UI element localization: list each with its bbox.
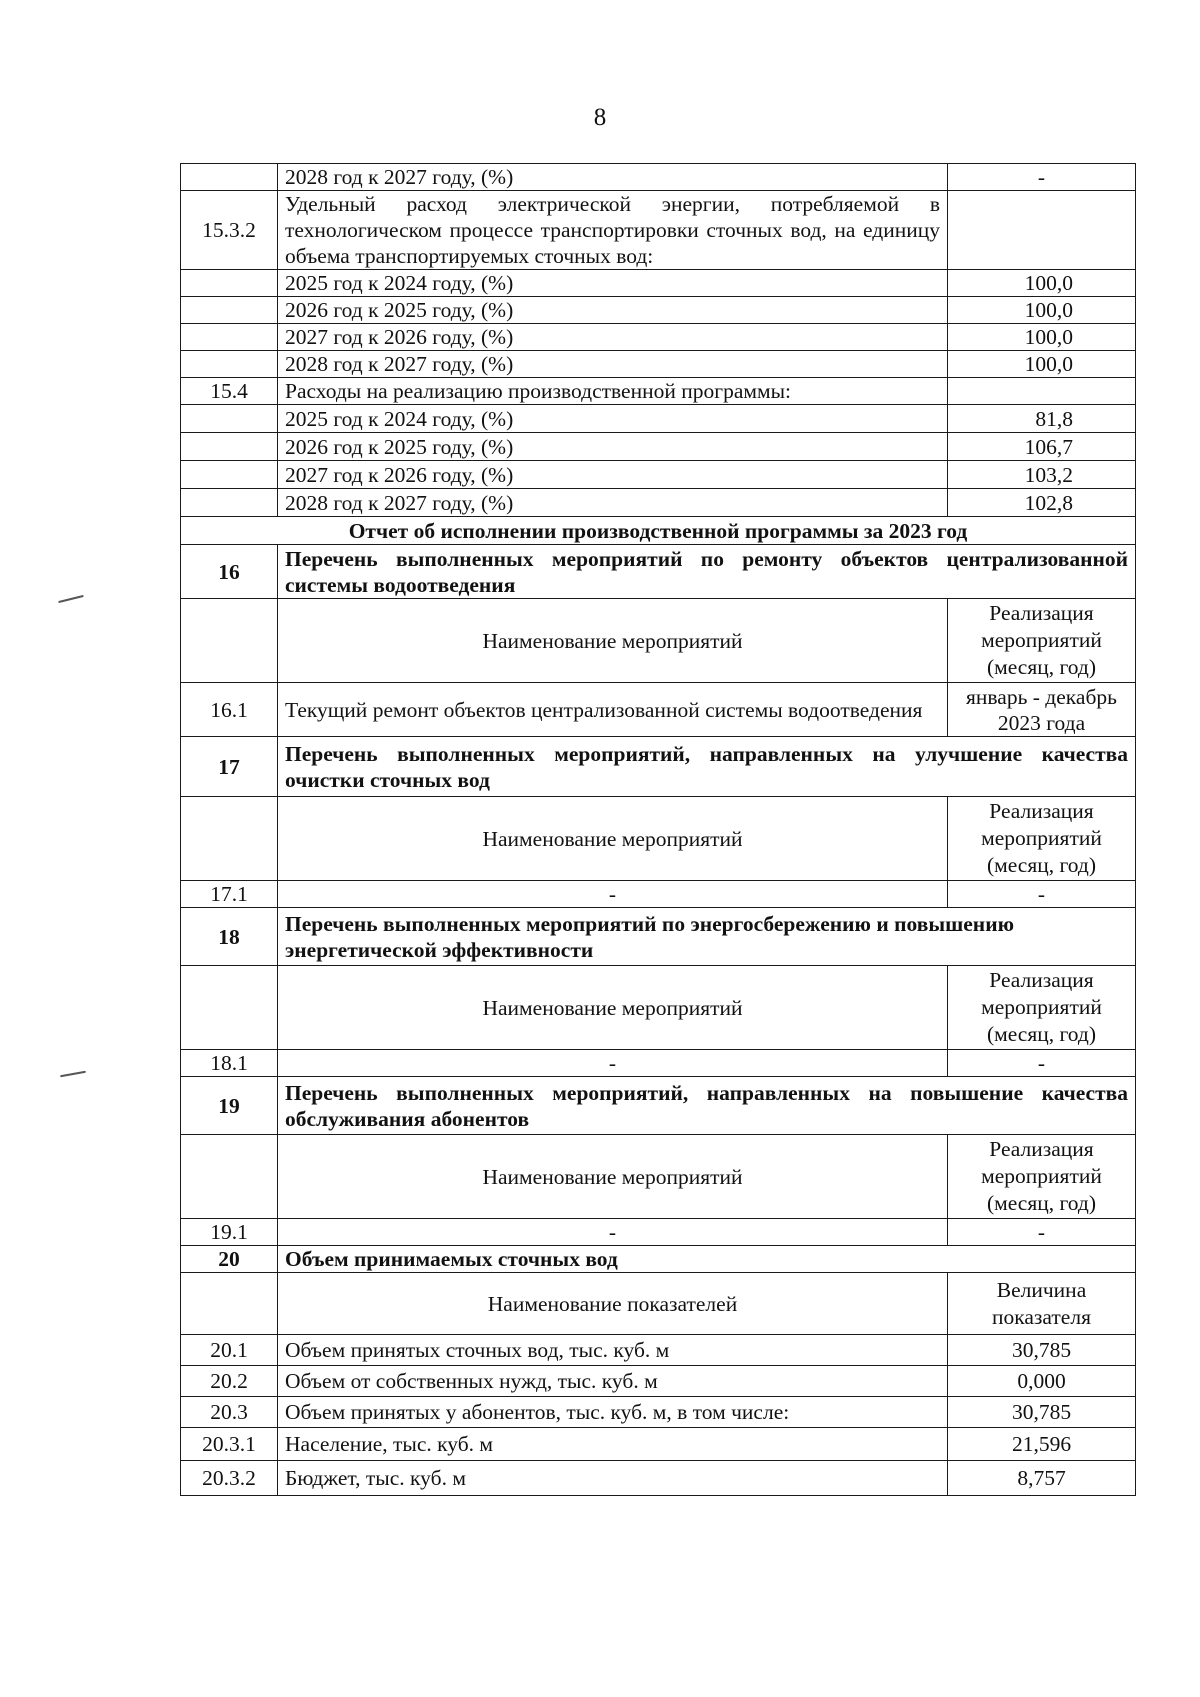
- row-label: -: [278, 881, 948, 908]
- table-row: [181, 683, 1136, 737]
- section-title: Перечень выполненных мероприятий, направленных на повышение качества обслуживания абонентов: [278, 1077, 1136, 1135]
- scan-mark: [58, 595, 84, 603]
- row-value: 30,785: [948, 1335, 1136, 1366]
- column-header-row: [181, 797, 1136, 881]
- column-header-implementation: Реализация мероприятий (месяц, год): [948, 797, 1136, 881]
- row-value: -: [948, 1219, 1136, 1246]
- table-row: [181, 1461, 1136, 1496]
- row-number: 17.1: [181, 881, 278, 908]
- section-title: Перечень выполненных мероприятий по энергосбережению и повышению энергетической эффективности: [278, 908, 1136, 966]
- table-row: [181, 1366, 1136, 1397]
- row-number: 20.1: [181, 1335, 278, 1366]
- row-number: 15.4: [181, 378, 278, 405]
- table-row: [181, 489, 1136, 517]
- table-row: [181, 351, 1136, 378]
- row-label: 2028 год к 2027 году, (%): [278, 351, 948, 378]
- row-label: -: [278, 1219, 948, 1246]
- row-label: 2025 год к 2024 году, (%): [278, 405, 948, 433]
- row-value: 100,0: [948, 297, 1136, 324]
- row-label: Объем принятых у абонентов, тыс. куб. м, в том числе:: [278, 1397, 948, 1428]
- section-number: 20: [181, 1246, 278, 1273]
- row-label: 2028 год к 2027 году, (%): [278, 164, 948, 191]
- scan-mark: [60, 1071, 86, 1077]
- row-label: 2026 год к 2025 году, (%): [278, 433, 948, 461]
- row-label: Текущий ремонт объектов централизованной системы водоотведения: [278, 683, 948, 737]
- program-table: [180, 163, 1136, 1496]
- row-value: январь - декабрь 2023 года: [948, 683, 1136, 737]
- row-number: [181, 164, 278, 191]
- row-label: Население, тыс. куб. м: [278, 1428, 948, 1461]
- column-header-row: [181, 1135, 1136, 1219]
- row-value: 100,0: [948, 351, 1136, 378]
- table-row: [181, 324, 1136, 351]
- section-number: 19: [181, 1077, 278, 1135]
- table-row: [181, 270, 1136, 297]
- table-row: [181, 164, 1136, 191]
- row-number: 20.3.1: [181, 1428, 278, 1461]
- column-header-implementation: Реализация мероприятий (месяц, год): [948, 966, 1136, 1050]
- section-title: Объем принимаемых сточных вод: [278, 1246, 1136, 1273]
- row-value: 102,8: [948, 489, 1136, 517]
- column-header-name: Наименование мероприятий: [278, 1135, 948, 1219]
- row-value: 100,0: [948, 324, 1136, 351]
- row-label: Расходы на реализацию производственной программы:: [278, 378, 948, 405]
- row-number: 18.1: [181, 1050, 278, 1077]
- column-header-name: Наименование мероприятий: [278, 797, 948, 881]
- row-label: Бюджет, тыс. куб. м: [278, 1461, 948, 1496]
- table-row: [181, 1050, 1136, 1077]
- section-header-row: [181, 908, 1136, 966]
- column-header-implementation: Реализация мероприятий (месяц, год): [948, 599, 1136, 683]
- row-number: 20.3: [181, 1397, 278, 1428]
- page-number: 8: [593, 104, 607, 131]
- row-number: 20.2: [181, 1366, 278, 1397]
- row-label: Удельный расход электрической энергии, потребляемой в технологическом процессе транспортировки сточных вод, на единицу объема транспортируемых сточных вод:: [278, 191, 948, 270]
- column-header-row: [181, 599, 1136, 683]
- row-number: 19.1: [181, 1219, 278, 1246]
- column-header-row: [181, 1273, 1136, 1335]
- table-row: [181, 1397, 1136, 1428]
- column-header-value: Величина показателя: [948, 1273, 1136, 1335]
- table-row: [181, 297, 1136, 324]
- table-row: [181, 378, 1136, 405]
- row-value: 100,0: [948, 270, 1136, 297]
- table-row: [181, 461, 1136, 489]
- column-header-implementation: Реализация мероприятий (месяц, год): [948, 1135, 1136, 1219]
- table-row: [181, 881, 1136, 908]
- row-value: -: [948, 881, 1136, 908]
- row-number: 15.3.2: [181, 191, 278, 270]
- row-label: 2026 год к 2025 году, (%): [278, 297, 948, 324]
- row-value: 81,8: [948, 405, 1136, 433]
- row-value: 21,596: [948, 1428, 1136, 1461]
- row-value: 0,000: [948, 1366, 1136, 1397]
- table-row: [181, 1219, 1136, 1246]
- row-value: 103,2: [948, 461, 1136, 489]
- row-number: 20.3.2: [181, 1461, 278, 1496]
- row-label: 2028 год к 2027 году, (%): [278, 489, 948, 517]
- table-row: [181, 433, 1136, 461]
- section-number: 18: [181, 908, 278, 966]
- section-title: Перечень выполненных мероприятий, направленных на улучшение качества очистки сточных вод: [278, 737, 1136, 797]
- column-header-name: Наименование мероприятий: [278, 966, 948, 1050]
- row-label: Объем от собственных нужд, тыс. куб. м: [278, 1366, 948, 1397]
- column-header-name: Наименование мероприятий: [278, 599, 948, 683]
- section-header-row: [181, 1246, 1136, 1273]
- section-number: 16: [181, 545, 278, 599]
- table-row: [181, 405, 1136, 433]
- table-row: [181, 191, 1136, 270]
- section-header-row: [181, 545, 1136, 599]
- section-header-row: [181, 737, 1136, 797]
- row-value: 30,785: [948, 1397, 1136, 1428]
- row-label: 2027 год к 2026 году, (%): [278, 324, 948, 351]
- section-title: Перечень выполненных мероприятий по ремонту объектов централизованной системы водоотведения: [278, 545, 1136, 599]
- table-row: [181, 1428, 1136, 1461]
- row-value: -: [948, 1050, 1136, 1077]
- row-label: 2027 год к 2026 году, (%): [278, 461, 948, 489]
- row-value: 8,757: [948, 1461, 1136, 1496]
- row-value: 106,7: [948, 433, 1136, 461]
- table-row: [181, 1335, 1136, 1366]
- row-value: -: [948, 164, 1136, 191]
- section-number: 17: [181, 737, 278, 797]
- row-label: 2025 год к 2024 году, (%): [278, 270, 948, 297]
- report-title: Отчет об исполнении производственной программы за 2023 год: [181, 517, 1136, 545]
- row-label: Объем принятых сточных вод, тыс. куб. м: [278, 1335, 948, 1366]
- row-label: -: [278, 1050, 948, 1077]
- section-header-row: [181, 1077, 1136, 1135]
- report-title-row: [181, 517, 1136, 545]
- column-header-name: Наименование показателей: [278, 1273, 948, 1335]
- row-value: [948, 191, 1136, 270]
- column-header-row: [181, 966, 1136, 1050]
- row-number: 16.1: [181, 683, 278, 737]
